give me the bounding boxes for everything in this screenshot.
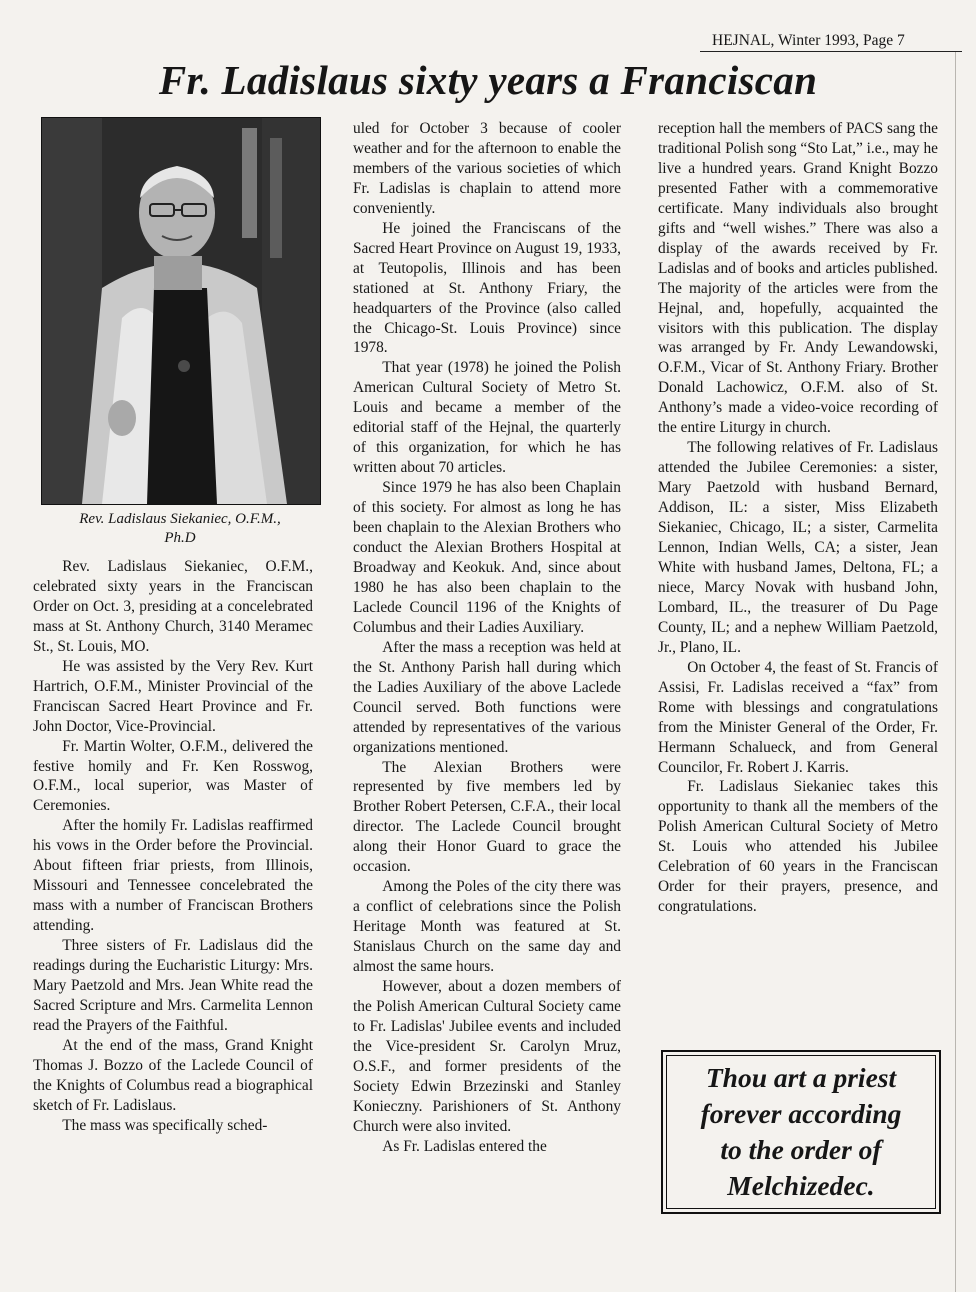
paragraph: Rev. Ladislaus Siekaniec, O.F.M., celebrated sixty years in the Franciscan Order on Oct. 3, presiding at a concelebrated mass at St. Anthony Church, 3140 Meramec St., St. Louis, MO.: [33, 558, 313, 655]
pull-quote-box: [661, 1050, 941, 1214]
paragraph: The Alexian Brothers were represented by five members led by Brother Robert Petersen, C.F.A., their local director. The Laclede Council brought along their Honor Guard to grace the occasion.: [353, 758, 621, 876]
paragraph: After the homily Fr. Ladislas reaffirmed his vows in the Order before the Provincial. About fifteen friar priests, from Illinois, Missouri and Tennessee concelebrated the mass with a number of Franciscan Brothers attending.: [33, 817, 313, 935]
pull-quote-line: forever according: [700, 1098, 902, 1129]
paragraph: He was assisted by the Very Rev. Kurt Hartrich, O.F.M., Minister Provincial of the Franciscan Sacred Heart Province and Fr. John Doctor, Vice-Provincial.: [33, 657, 313, 735]
pull-quote-line: to the order of: [720, 1134, 882, 1165]
photo-caption: [41, 510, 319, 548]
priest-photo: [41, 117, 321, 505]
paragraph: At the end of the mass, Grand Knight Thomas J. Bozzo of the Laclede Council of the Knights of Columbus read a biographical sketch of Fr. Ladislaus.: [33, 1036, 313, 1114]
article-column-3: [658, 119, 938, 917]
priest-photo-image: [42, 118, 320, 504]
paragraph: Three sisters of Fr. Ladislaus did the readings during the Eucharistic Liturgy: Mrs. Mary Paetzold and Mrs. Jean White read the Sacred Scripture and Mrs. Carmelita Lennon read the Prayers of the Faithful.: [33, 937, 313, 1034]
paragraph: However, about a dozen members of the Polish American Cultural Society came to Fr. Ladislas' Jubilee events and included the Vice-president Sr. Carolyn Mruz, O.S.F., and former presidents of the Society Edwin Brzezinski and Stanley Konieczny. Parishioners of St. Anthony Church were also invited.: [353, 977, 621, 1135]
paragraph: Among the Poles of the city there was a conflict of celebrations since the Polish Heritage Month was featured at St. Stanislaus Church on the same day and almost the same hours.: [353, 878, 621, 976]
paragraph: He joined the Franciscans of the Sacred Heart Province on August 19, 1933, at Teutopolis, Illinois and has been stationed at St. Anthony Friary, the headquarters of the Province (also called the Chicago-St. Louis Province) since 1978.: [353, 219, 621, 357]
running-head: HEJNAL, Winter 1993, Page 7: [712, 32, 905, 49]
article-column-2: [353, 119, 621, 1157]
paragraph: The mass was specifically sched-: [62, 1116, 268, 1134]
pull-quote-line: Melchizedec.: [727, 1170, 875, 1201]
page-edge-rule: [955, 52, 956, 1292]
article-title: Fr. Ladislaus sixty years a Franciscan: [158, 57, 818, 103]
paragraph: Since 1979 he has also been Chaplain of this society. For almost as long he has been chaplain to the Alexian Brothers who conduct the Alexian Brothers Hospital at Broadway and Keokuk. And, since about 1980 he has also been chaplain to the Laclede Council 1196 of the Knights of Columbus and their Ladies Auxiliary.: [353, 479, 621, 636]
paragraph: Fr. Ladislaus Siekaniec takes this opportunity to thank all the members of the Polish American Cultural Society of Metro St. Louis who attended his Jubilee Celebration of 60 years in the Franciscan Order for their prayers, presence, and congratulations.: [658, 778, 938, 916]
pull-quote-line: Thou art a priest: [705, 1062, 897, 1093]
paragraph: The following relatives of Fr. Ladislaus attended the Jubilee Ceremonies: a sister, Mary Paetzold with husband Bernard, Addison, IL: a sister, Miss Elizabeth Siekaniec, Chicago, IL; a sister, Carmelita Lennon, Indian Wells, CA; a sister, Jean White with husband James, Deltona, FL; a niece, Marcy Novak with husband John, Lombard, IL., the treasurer of Du Page County, IL; and a nephew William Paetzold, Jr., Plano, IL.: [658, 439, 938, 656]
paragraph: On October 4, the feast of St. Francis of Assisi, Fr. Ladislas received a “fax” from Rome with blessings and congratulations from the Minister General of the Order, Fr. Hermann Schalueck, and from General Councilor, Fr. Robert J. Karris.: [658, 658, 938, 776]
photo-caption-line2: Ph.D: [164, 530, 196, 546]
paragraph: uled for October 3 because of cooler weather and for the afternoon to enable the members of the various societies of which Fr. Ladislas is chaplain to attend more conveniently.: [353, 120, 621, 217]
paragraph: As Fr. Ladislas entered the: [382, 1137, 547, 1155]
paragraph: After the mass a reception was held at the St. Anthony Parish hall during which the Ladies Auxiliary of the above Laclede Council served. Both functions were attended by representatives of the various organizations mentioned.: [353, 638, 621, 756]
header-rule: [700, 51, 962, 52]
paragraph: That year (1978) he joined the Polish American Cultural Society of Metro St. Louis and became a member of the editorial staff of the Hejnal, the quarterly of this organization, for which he has written about 70 articles.: [353, 359, 621, 477]
paragraph: Fr. Martin Wolter, O.F.M., delivered the festive homily and Fr. Ken Rosswog, O.F.M., local superior, was Master of Ceremonies.: [33, 737, 313, 815]
paragraph: reception hall the members of PACS sang the traditional Polish song “Sto Lat,” i.e., may he live a hundred years. Grand Knight Bozzo presented Father with a commemorative certificate. Many individuals also brought gifts and “well wishes.” There was also a display of the awards received by Fr. Ladislas and of books and articles published. The majority of the articles were from the Hejnal, and, hopefully, acquainted the visitors with this publication. The display was arranged by Fr. Andy Lewandowski, O.F.M., Vicar of St. Anthony Friary. Brother Donald Lachowicz, O.F.M. also of St. Anthony’s made a video-voice recording of the entire Liturgy in church.: [658, 120, 938, 437]
photo-caption-line1: Rev. Ladislaus Siekaniec, O.F.M.,: [79, 511, 281, 527]
article-column-1: [33, 557, 313, 1136]
pull-quote-inner: [666, 1055, 936, 1209]
